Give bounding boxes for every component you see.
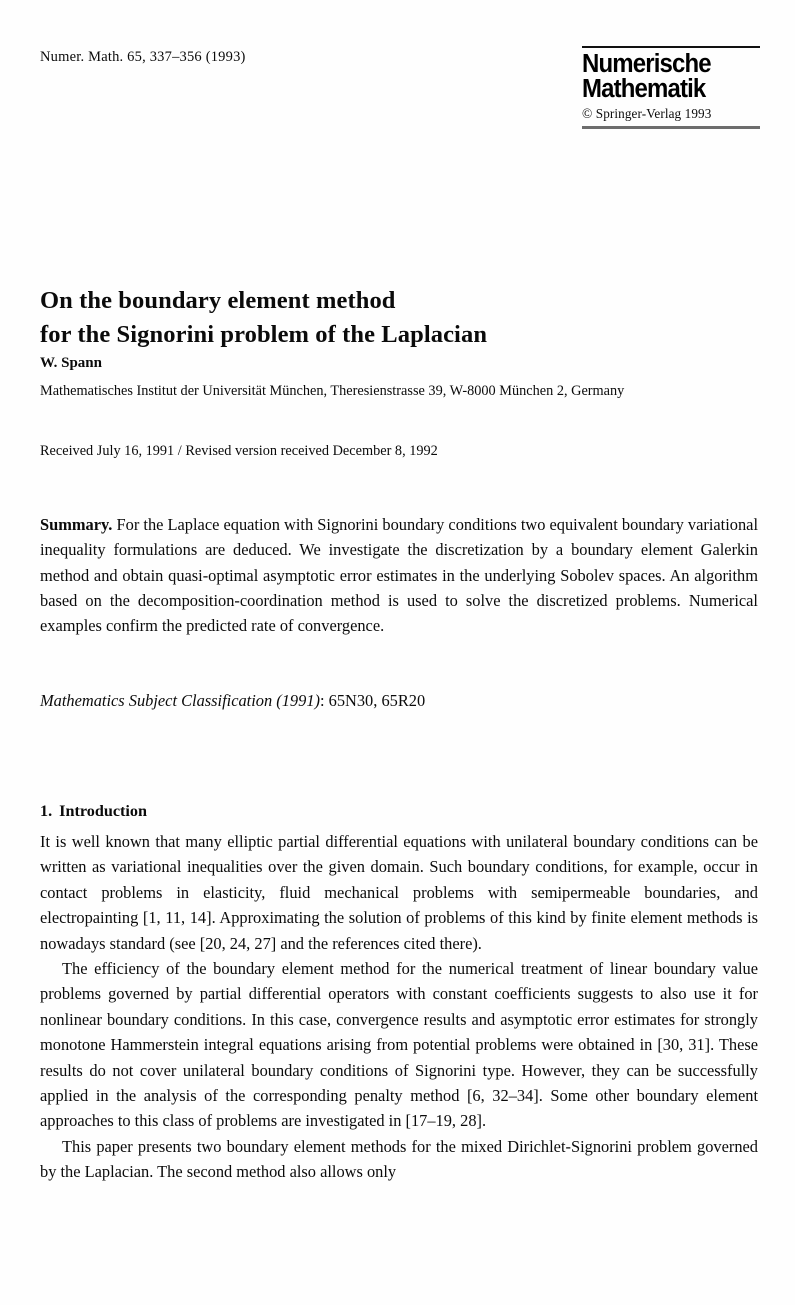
msc-label: Mathematics Subject Classification (1991) xyxy=(40,691,320,710)
article-title-line2: for the Signorini problem of the Laplacian xyxy=(40,321,488,349)
section-body xyxy=(40,829,758,1185)
abstract-text: For the Laplace equation with Signorini boundary conditions two equivalent boundary variational inequality formulations are deduced. We investigate the discretization by a boundary element Galerkin method and obtain quasi-optimal asymptotic error estimates in the underlying Sobolev spaces. An algorithm based on the decomposition-coordination method is used to solve the discretized problems. Numerical examples confirm the predicted rate of convergence. xyxy=(40,515,758,636)
article-title-line1: On the boundary element method xyxy=(40,287,396,315)
section-number: 1. xyxy=(40,802,53,821)
author-name: W. Spann xyxy=(40,355,102,371)
subject-classification xyxy=(40,688,758,713)
affiliation-line2: Germany xyxy=(571,383,625,399)
journal-logo xyxy=(582,48,749,102)
abstract-label: Summary. xyxy=(40,515,113,534)
copyright-icon: © xyxy=(582,106,593,121)
affiliation-line1: Mathematisches Institut der Universität München, Theresienstrasse 39, W-8000 München 2, xyxy=(40,383,568,399)
journal-masthead xyxy=(582,46,760,129)
section-title: Introduction xyxy=(59,802,147,821)
abstract xyxy=(40,512,758,638)
msc-codes: : 65N30, 65R20 xyxy=(319,691,426,710)
journal-logo-line1: Numerische xyxy=(582,50,711,78)
paragraph: The efficiency of the boundary element method for the numerical treatment of linear boundary value problems governed by partial differential operators with constant coefficients suggests to also use it for nonlinear boundary conditions. In this case, convergence results and asymptotic error estimates for strongly monotone Hammerstein integral equations arising from potential problems were obtained in [30, 31]. These results do not cover unilateral boundary conditions of Signorini type. However, they can be successfully applied in the analysis of the corresponding penalty method [6, 32–34]. Some other boundary element approaches to this class of problems are investigated in [17–19, 28]. xyxy=(40,959,758,1131)
paragraph: It is well known that many elliptic partial differential equations with unilateral boundary conditions can be written as variational inequalities over the given domain. Such boundary conditions, for example, occur in contact problems in elasticity, fluid mechanical problems with semipermeable boundaries, and electropainting [1, 11, 14]. Approximating the solution of problems of this kind by finite element methods is nowadays standard (see [20, 24, 27] and the references cited there). xyxy=(40,832,758,953)
page-header xyxy=(40,46,760,146)
section-heading-introduction xyxy=(40,802,147,821)
journal-reference: Numer. Math. 65, 337–356 (1993) xyxy=(40,49,246,65)
masthead-bottom-rule xyxy=(582,126,760,129)
journal-logo-line2: Mathematik xyxy=(582,75,706,103)
received-dates: Received July 16, 1991 / Revised version received December 8, 1992 xyxy=(40,443,438,459)
article-title xyxy=(40,284,760,352)
author-affiliation xyxy=(40,382,760,401)
copyright-line xyxy=(582,102,760,123)
copyright-text: Springer-Verlag 1993 xyxy=(595,106,712,121)
paragraph: This paper presents two boundary element methods for the mixed Dirichlet-Signorini problem governed by the Laplacian. The second method also allows only xyxy=(40,1136,758,1182)
